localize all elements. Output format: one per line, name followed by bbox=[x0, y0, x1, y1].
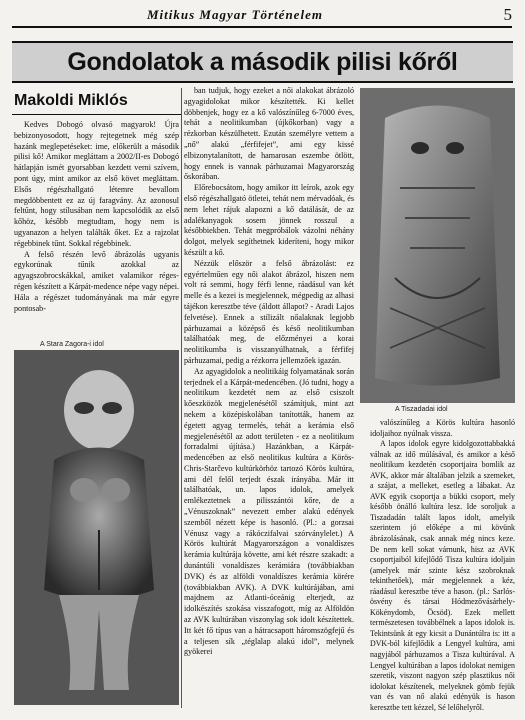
flat-idol-image bbox=[360, 88, 515, 403]
paragraph: Az agyagidolok a neolitikáig folyamatának során terjednek el a Kárpát-medencében. (Jó tudni, hogy a neolitikum kezdetét nem az első csiszolt kőeszközök megjelenésétől számítjuk, mint azt nekem a középiskolában tanították, hanem az égetett agyag termelés, tehát a kerámia első megjelenésétől az adott területen - ez a neolitikum forradalmi újítása.) Hazánkban, a Kárpát-medencében az első neolitikus kultúra a Körös-Chris-Starčevo kultúrkörhöz tartozó Körös kultúra, ami dél felől terjedt észak irányába. Már itt találhatóak, un. lapos idolok, amelyek emlékeztetnek a pilisszántói kőre, de a „Vénuszoknak” nevezett ember alakú edények szemből nézett képe is hasonló. (Pl.: a gorzsai Vénusz vagy a rákóczifalvai szórványlelet.) A Körös kultúrát Magyarországon a vonaldíszes kerámia kultúrája követte, ami két részre szakadt: a dunántúli vonaldíszes kerámiára (továbbiakban DVK) és az alföldi vonaldíszes kerámia körére (továbbiakban AVK). A DVK kultúrájában, ami majdnem az Atlanti-óceánig elterjedt, az idolkészítés szokása visszafogott, míg az Alföldön az AVK kultúrában viszonylag sok idolt készítettek. Itt két fő típus van a hátracsapott háromszögfejű és a teljesen sík „téglalap alakú idol”, melynek gyökerei bbox=[184, 366, 354, 657]
paragraph: A lapos idolok egyre kidolgozottabbakká válnak az idő múlásával, és amikor a késő neolitikum kezdetén csoportjaira bomlik az AVK, akkor már általában jelzik a szemeket, a szájat, a melleket, esetleg a lábakat. Az AVK egyik csoportja a bükki csoport, mely később önálló kultúra lesz. Ide soroljuk a Tiszadadán talált lapos idolt, amelyik szerintem jó előképe a mi kövünk ábrázolásának, csak annak még nincs keze. De nem kell sokat várnunk, hisz az AVK csoportjaiból kifejlődő Tisza kultúra idoljain (amelyek már szinte kész szobroknak tekinthetőek), már megjelennek a kéz, ráadásul keresztbe téve a hason. (pl.: Sarlós-ösvény és társai Hódmezővásárhely-Kökénydomb, Öcsöd). Ezek mellett természetesen továbbélnek a lapos idolok is. Tekintsünk át egy kicsit a Dunántúlra is: itt a DVK-ból kifejlődik a Lengyel kultúra, ami nagyjából párhuzamos a Tisza kultúrával. A Lengyel kultúrában a lapos idolokat nemigen szeretik, viszont nagyon szép plasztikus női idolokat készítenek, melyeknek gömb fejük van és van nő alakú edényük is hason keresztbe tett kézzel, Sé lelőhelyről. bbox=[370, 439, 515, 712]
column-divider bbox=[181, 88, 182, 708]
column-2-text bbox=[184, 86, 354, 658]
article-title-banner bbox=[12, 41, 513, 83]
paragraph: Kedves Dobogó olvasó magyarok! Újra bebizonyosodott, hogy rejtegetnek még szép hazánk meglepetéseket: ime, előkerült a második pilisi kő! Amikor megláttam a 2002/II-es Dobogó hátlapján ismét gyorsabban kezdett verni szívem, pont úgy, mint amikor az első követ megláttam. Elsős régészhallgató létemre bevallom megdöbbentett ez az új faragvány. Az azonosul feltűnt, hogy stílusában nem kapcsolódik az első kőhöz, később megtudtam, hogy nem is ugyanazon a helyen találták őket. Ez a rajzolat régebbinek tűnt. Sokkal régebbinek. bbox=[14, 120, 179, 248]
paragraph: ban tudjuk, hogy ezeket a női alakokat ábrázoló agyagidolokat mikor készítették. Ki kellet döbbenjek, hogy ez a kő valószínűleg 6-7000 éves, tehát a neolitikumban (újkőkorban) vagy a rézkorban készülhetett. Ezután személyre vettem a „nő” alakú „férfifejet”, ami egy kissé elbizonytalanított, de hamarosan eszembe ötlött, hogy ennek is vannak párhuzamai Magyarország őskorában. bbox=[184, 86, 354, 182]
column-3-text bbox=[370, 418, 515, 713]
stara-zagora-idol-photo bbox=[14, 350, 179, 705]
header-rule bbox=[12, 26, 512, 28]
paragraph: valószínűleg a Körös kultúra hasonló idoljaihoz nyúlnak vissza. bbox=[370, 418, 515, 438]
right-image-caption: A Tiszadadai idol bbox=[395, 406, 448, 413]
author-rule bbox=[12, 114, 182, 115]
running-header-title: Mitikus Magyar Történelem bbox=[147, 7, 323, 22]
paragraph: A felső részén levő ábrázolás ugyanis egykorúnak tűnik azokkal az agyagszobrocskákkal, amiket valamikor réges-régen készített a Kárpát-medence népe vagy népei. Hála a régészet tudományának ma már egyre pontosab- bbox=[14, 249, 179, 313]
running-header bbox=[12, 5, 512, 27]
left-image-caption: A Stara Zagora-i idol bbox=[40, 341, 104, 348]
article-title: Gondolatok a második pilisi kőről bbox=[67, 48, 458, 76]
column-1-text bbox=[14, 120, 179, 314]
idol-figure-image bbox=[14, 350, 179, 705]
paragraph: Nézzük először a felső ábrázolást: ez egyértelműen egy női alakot ábrázol, hiszen nem volt rá semmi, hogy férfi lenne, ráadásul van két melle és a kezei is megjelennek, mégpedig az alhasi tájékon keresztbe téve (áldott állapot? - Aradi Lajos felvetése). Ennek a stílizált nőalaknak legjobb párhuzamai a középső és késő neolitikumban találhatóak meg, de előzményei a korai neolitikumba is visszanyúlhatnak, a férfifej párhuzamai, pedig a rézkorra jellemzőek igazán. bbox=[184, 258, 354, 365]
author-name: Makoldi Miklós bbox=[14, 92, 128, 109]
tiszadadai-idol-photo bbox=[360, 88, 515, 403]
page-number: 5 bbox=[503, 5, 512, 24]
paragraph: Előrebocsátom, hogy amikor itt leírok, azok egy első régészhallgató ötletei, tehát nem mérvadóak, és nem lehet rájuk alapozni a kő datálását, de az adalékanyagok sosem jönnek rosszul a későbbiekben. Tehát megpróbálok vázolni néhány dolgot, melyek segíthetnek kideríteni, hogy mikor készült a kő. bbox=[184, 183, 354, 257]
